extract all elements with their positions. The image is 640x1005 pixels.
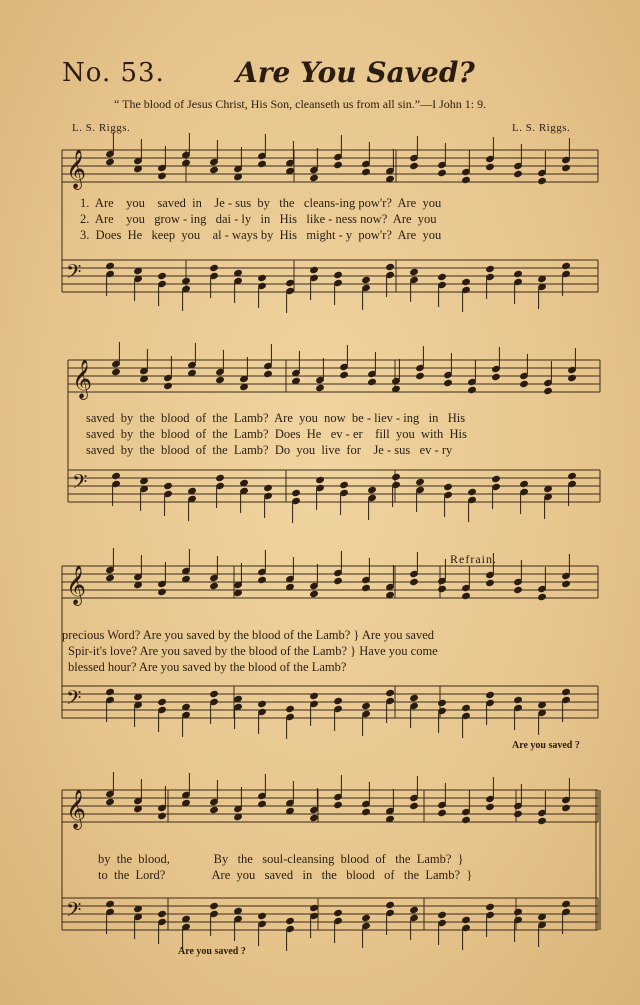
note-head xyxy=(514,810,523,817)
note-head xyxy=(486,163,495,170)
note-head xyxy=(210,264,219,271)
note-head xyxy=(444,483,453,490)
note-head xyxy=(258,576,267,583)
note-head xyxy=(368,378,377,385)
system1-verse2: 2. Are you grow - ing dai - ly in His like - ness now? Are you xyxy=(80,212,437,226)
note-head xyxy=(112,472,121,479)
note-head xyxy=(486,691,495,698)
note-head xyxy=(210,166,219,173)
note-head xyxy=(210,582,219,589)
hymn-title: Are You Saved? xyxy=(236,56,475,89)
note-head xyxy=(386,901,395,908)
note-head xyxy=(310,590,319,597)
note-head xyxy=(492,373,501,380)
note-head xyxy=(538,817,547,824)
note-head xyxy=(486,265,495,272)
note-head xyxy=(334,271,343,278)
note-head xyxy=(410,578,419,585)
note-head xyxy=(514,586,523,593)
note-head xyxy=(438,809,447,816)
note-head xyxy=(112,368,121,375)
note-head xyxy=(492,475,501,482)
music-credit: L. S. Riggs. xyxy=(512,122,571,134)
treble-clef-icon: 𝄞 xyxy=(72,359,93,399)
note-head xyxy=(158,588,167,595)
note-head xyxy=(562,164,571,171)
note-head xyxy=(568,374,577,381)
system4-verse1: by the blood, By the soul-cleansing blood of the Lamb? } xyxy=(98,852,464,866)
note-head xyxy=(286,917,295,924)
note-head xyxy=(438,699,447,706)
note-head xyxy=(514,170,523,177)
note-head xyxy=(292,489,301,496)
note-head xyxy=(164,382,173,389)
note-head xyxy=(258,800,267,807)
system3-verse1: precious Word? Are you saved by the blood of the Lamb? } Are you saved xyxy=(62,628,435,642)
note-head xyxy=(316,384,325,391)
note-head xyxy=(310,904,319,911)
note-head xyxy=(438,911,447,918)
note-head xyxy=(216,474,225,481)
treble-clef-icon: 𝄞 xyxy=(66,789,87,829)
note-head xyxy=(468,488,477,495)
system3-bass-cue: Are you saved ? xyxy=(512,740,580,751)
note-head xyxy=(258,160,267,167)
note-head xyxy=(562,688,571,695)
note-head xyxy=(106,798,115,805)
note-head xyxy=(362,808,371,815)
note-head xyxy=(158,910,167,917)
system1-verse1: 1. Are you saved in Je - sus by the cleans-ing pow'r? Are you xyxy=(80,196,442,210)
note-head xyxy=(462,916,471,923)
note-head xyxy=(416,372,425,379)
note-head xyxy=(310,266,319,273)
note-head xyxy=(462,816,471,823)
note-head xyxy=(386,263,395,270)
note-head xyxy=(392,473,401,480)
note-head xyxy=(438,273,447,280)
note-head xyxy=(340,371,349,378)
note-head xyxy=(210,902,219,909)
system4-verse2: to the Lord? Are you saved in the blood of the Lamb? } xyxy=(98,868,473,882)
note-head xyxy=(362,914,371,921)
note-head xyxy=(562,900,571,907)
note-head xyxy=(216,376,225,383)
system4-bass-cue: Are you saved ? xyxy=(178,946,246,957)
bass-clef-icon: 𝄢 xyxy=(72,470,88,498)
note-head xyxy=(544,387,553,394)
note-head xyxy=(334,909,343,916)
treble-clef-icon: 𝄞 xyxy=(66,565,87,605)
note-head xyxy=(158,172,167,179)
note-head xyxy=(106,262,115,269)
system3-verse3: blessed hour? Are you saved by the blood of the Lamb? xyxy=(68,660,347,674)
note-head xyxy=(416,478,425,485)
note-head xyxy=(410,802,419,809)
note-head xyxy=(158,812,167,819)
note-head xyxy=(158,698,167,705)
note-head xyxy=(362,702,371,709)
note-head xyxy=(468,386,477,393)
note-head xyxy=(462,592,471,599)
note-head xyxy=(362,276,371,283)
note-head xyxy=(462,704,471,711)
words-credit: L. S. Riggs. xyxy=(72,122,131,134)
note-head xyxy=(286,705,295,712)
note-head xyxy=(410,268,419,275)
system2-verse1: saved by the blood of the Lamb? Are you now be - liev - ing in His xyxy=(86,411,466,425)
hymn-number: No. 53. xyxy=(62,58,165,88)
note-head xyxy=(514,270,523,277)
note-head xyxy=(258,912,267,919)
note-head xyxy=(334,697,343,704)
note-head xyxy=(562,580,571,587)
note-head xyxy=(106,900,115,907)
system2-verse3: saved by the blood of the Lamb? Do you live for Je - sus ev - ry xyxy=(86,443,453,457)
note-head xyxy=(410,906,419,913)
note-head xyxy=(520,380,529,387)
note-head xyxy=(334,161,343,168)
note-head xyxy=(310,692,319,699)
note-head xyxy=(106,158,115,165)
note-head xyxy=(106,574,115,581)
note-head xyxy=(362,584,371,591)
note-head xyxy=(368,486,377,493)
note-head xyxy=(462,176,471,183)
note-head xyxy=(538,177,547,184)
note-head xyxy=(310,174,319,181)
note-head xyxy=(438,585,447,592)
note-head xyxy=(316,476,325,483)
note-head xyxy=(158,272,167,279)
bass-clef-icon: 𝄢 xyxy=(66,898,82,926)
note-head xyxy=(568,472,577,479)
note-head xyxy=(210,806,219,813)
treble-clef-icon: 𝄞 xyxy=(66,149,87,189)
note-head xyxy=(106,688,115,695)
note-head xyxy=(444,379,453,386)
note-head xyxy=(538,593,547,600)
note-head xyxy=(520,480,529,487)
note-head xyxy=(410,694,419,701)
note-head xyxy=(438,169,447,176)
note-head xyxy=(514,696,523,703)
note-head xyxy=(562,262,571,269)
note-head xyxy=(264,484,273,491)
note-head xyxy=(258,700,267,707)
note-head xyxy=(334,801,343,808)
system2-verse2: saved by the blood of the Lamb? Does He ev - er fill you with His xyxy=(86,427,467,441)
note-head xyxy=(258,274,267,281)
note-head xyxy=(264,370,273,377)
system3-verse2: Spir-it's love? Are you saved by the blood of the Lamb? } Have you come xyxy=(68,644,438,658)
bass-clef-icon: 𝄢 xyxy=(66,686,82,714)
scripture-epigraph: “ The blood of Jesus Christ, His Son, cleanseth us from all sin.”—I John 1: 9. xyxy=(114,97,487,111)
note-head xyxy=(486,903,495,910)
note-head xyxy=(462,278,471,285)
note-head xyxy=(386,689,395,696)
note-head xyxy=(362,168,371,175)
system1-verse3: 3. Does He keep you al - ways by His might - y pow'r? Are you xyxy=(80,228,442,242)
note-head xyxy=(286,279,295,286)
note-head xyxy=(340,481,349,488)
note-head xyxy=(514,908,523,915)
note-head xyxy=(210,690,219,697)
note-head xyxy=(562,804,571,811)
note-head xyxy=(486,803,495,810)
bass-clef-icon: 𝄢 xyxy=(66,260,82,288)
note-head xyxy=(164,482,173,489)
note-head xyxy=(410,162,419,169)
note-head xyxy=(310,814,319,821)
note-head xyxy=(334,577,343,584)
refrain-label: Refrain. xyxy=(450,552,497,566)
note-head xyxy=(486,579,495,586)
